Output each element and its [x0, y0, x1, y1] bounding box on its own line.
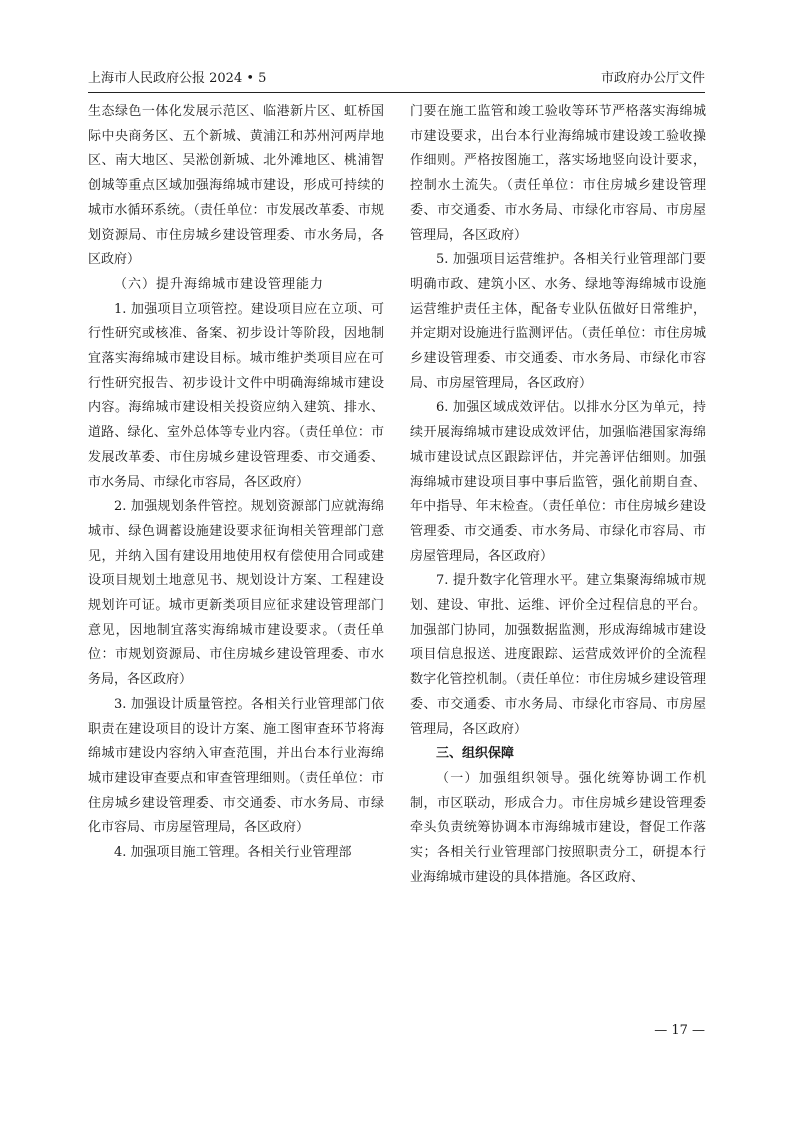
left-column — [88, 100, 384, 866]
right-column — [410, 100, 706, 891]
subsection-heading: （六）提升海绵城市建设管理能力 — [114, 276, 325, 292]
paragraph: 3. 加强设计质量管控。各相关行业管理部门依职责在建设项目的设计方案、施工图审查环节将海绵城市建设内容纳入审查范围，并出台本行业海绵城市建设审查要点和审查管理细则。（责任单位：市住房城乡建设管理委、市交通委、市水务局、市绿化市容局、市房屋管理局，各区政府） — [88, 696, 384, 836]
header-divider — [88, 92, 705, 93]
paragraph: 生态绿色一体化发展示范区、临港新片区、虹桥国际中央商务区、五个新城、黄浦江和苏州河两岸地区、南大地区、吴淞创新城、北外滩地区、桃浦智创城等重点区域加强海绵城市建设，形成可持续的城市水循环系统。（责任单位：市发展改革委、市规划资源局、市住房城乡建设管理委、市水务局，各区政府） — [88, 104, 384, 268]
paragraph: 2. 加强规划条件管控。规划资源部门应就海绵城市、绿色调蓄设施建设要求征询相关管理部门意见，并纳入国有建设用地使用权有偿使用合同或建设项目规划土地意见书、规划设计方案、工程建设规划许可证。城市更新类项目应征求建设管理部门意见，因地制宜落实海绵城市建设要求。（责任单位：市规划资源局、市住房城乡建设管理委、市水务局，各区政府） — [88, 499, 384, 688]
paragraph: 4. 加强项目施工管理。各相关行业管理部 — [114, 845, 352, 861]
publication-title: 上海市人民政府公报 2024 • 5 — [88, 71, 267, 86]
paragraph: 7. 提升数字化管理水平。建立集聚海绵城市规划、建设、审批、运维、评价全过程信息的平台。加强部门协同，加强数据监测，形成海绵城市建设项目信息报送、进度跟踪、运营成效评价的全流程数字化管控机制。（责任单位：市住房城乡建设管理委、市交通委、市水务局、市绿化市容局、市房屋管理局，各区政府） — [410, 573, 706, 737]
page-header — [88, 68, 705, 90]
paragraph: 门要在施工监管和竣工验收等环节严格落实海绵城市建设要求，出台本行业海绵城市建设竣工验收操作细则。严格按图施工，落实场地竖向设计要求，控制水土流失。（责任单位：市住房城乡建设管理委、市交通委、市水务局、市绿化市容局、市房屋管理局，各区政府） — [410, 104, 706, 243]
section-heading: 三、组织保障 — [436, 746, 515, 762]
paragraph: 1. 加强项目立项管控。建设项目应在立项、可行性研究或核准、备案、初步设计等阶段，因地制宜落实海绵城市建设目标。城市维护类项目应在可行性研究报告、初步设计文件中明确海绵城市建设内容。海绵城市建设相关投资应纳入建筑、排水、道路、绿化、室外总体等专业内容。（责任单位：市发展改革委、市住房城乡建设管理委、市交通委、市水务局、市绿化市容局，各区政府） — [88, 301, 384, 490]
page-number: — 17 — — [654, 1023, 705, 1038]
document-category: 市政府办公厅文件 — [600, 71, 705, 86]
paragraph: （一）加强组织领导。强化统筹协调工作机制，市区联动，形成合力。市住房城乡建设管理委牵头负责统筹协调本市海绵城市建设，督促工作落实；各相关行业管理部门按照职责分工，研提本行业海绵城市建设的具体措施。各区政府、 — [410, 770, 706, 885]
paragraph: 5. 加强项目运营维护。各相关行业管理部门要明确市政、建筑小区、水务、绿地等海绵城市设施运营维护责任主体，配备专业队伍做好日常维护，并定期对设施进行监测评估。（责任单位：市住房城乡建设管理委、市交通委、市水务局、市绿化市容局、市房屋管理局，各区政府） — [410, 252, 706, 391]
paragraph: 6. 加强区域成效评估。以排水分区为单元，持续开展海绵城市建设成效评估，加强临港国家海绵城市建设试点区跟踪评估，并完善评估细则。加强海绵城市建设项目事中事后监管，强化前期自查、年中指导、年末检查。（责任单位：市住房城乡建设管理委、市交通委、市水务局、市绿化市容局、市房屋管理局，各区政府） — [410, 400, 706, 564]
